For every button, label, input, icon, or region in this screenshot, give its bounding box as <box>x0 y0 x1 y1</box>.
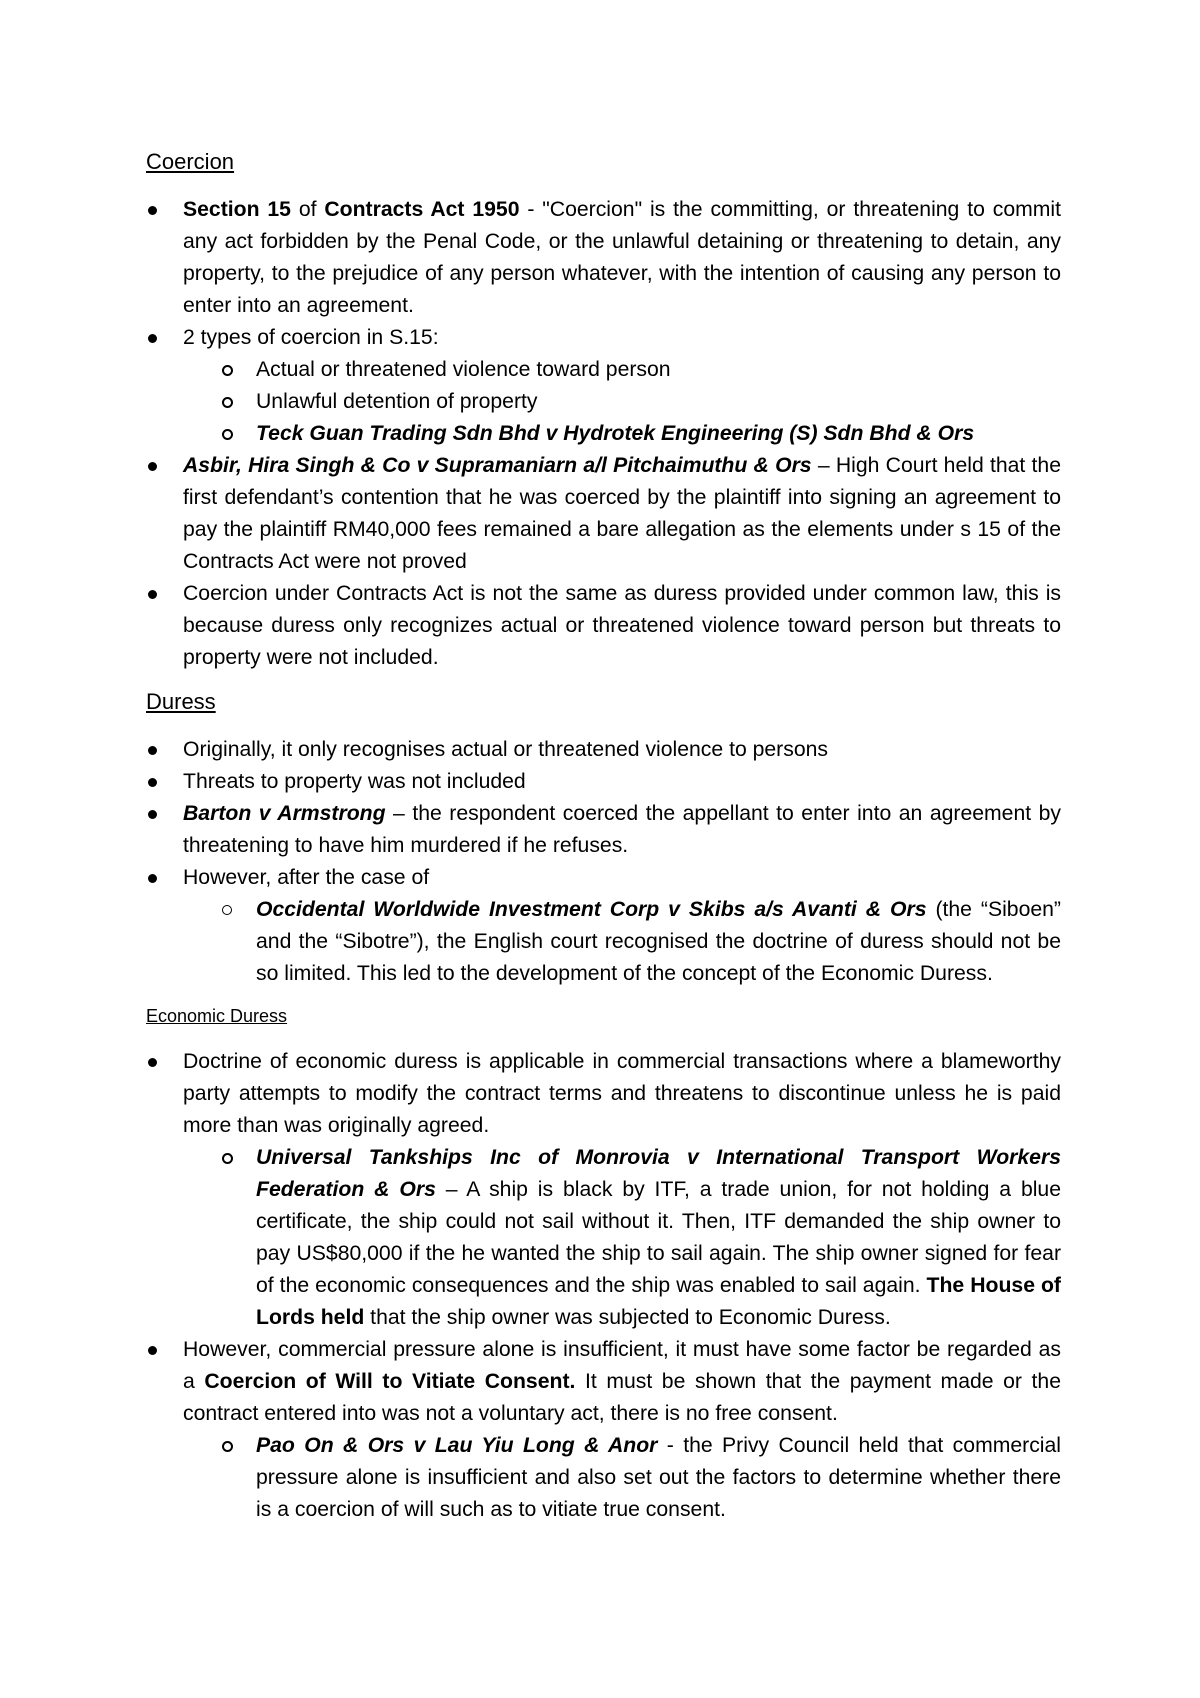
coercion-of-will: Coercion of Will to Vitiate Consent. <box>204 1370 576 1393</box>
section-15-text: - "Coercion" is the committing, or threatening to commit any act forbidden by the Penal Code, or the unlawful detaining or threatening to detain, any property, to the prejudice of any person whatever, with the intention of causing any person to enter into an agreement. <box>183 198 1062 317</box>
list-item: Originally, it only recognises actual or threatened violence to persons <box>146 734 1061 766</box>
sub-item-universal-tankships: Universal Tankships Inc of Monrovia v International Transport Workers Federation & Ors – A ship is black by ITF, a trade union, for not holding a blue certificate, the ship could not sail without it. Then, ITF demanded the ship owner to pay US$80,000 if the he wanted the ship to sail again. The ship owner signed for fear of the economic consequences and the ship was enabled to sail again. The House of Lords held that the ship owner was subjected to Economic Duress. <box>220 1142 1061 1334</box>
list-item-barton: Barton v Armstrong – the respondent coerced the appellant to enter into an agreement by threatening to have him murdered if he refuses. <box>146 798 1061 862</box>
act-ref: Contracts Act 1950 <box>324 198 520 221</box>
economic-duress-heading: Economic Duress <box>146 1006 288 1026</box>
coercion-list <box>146 194 1061 674</box>
duress-list <box>146 734 1061 990</box>
case-barton: Barton v Armstrong <box>183 802 386 825</box>
sub-item-occidental: Occidental Worldwide Investment Corp v Skibs a/s Avanti & Ors (the “Siboen” and the “Sibotre”), the English court recognised the doctrine of duress should not be so limited. This led to the development of the concept of the Economic Duress. <box>220 894 1061 990</box>
case-teck-guan: Teck Guan Trading Sdn Bhd v Hydrotek Engineering (S) Sdn Bhd & Ors <box>220 418 1061 450</box>
list-item-common-law: Coercion under Contracts Act is not the same as duress provided under common law, this is because duress only recognizes actual or threatened violence toward person but threats to property were not included. <box>146 578 1061 674</box>
list-item-however: However, after the case of Occidental Worldwide Investment Corp v Skibs a/s Avanti & Ors (the “Siboen” and the “Sibotre”), the English court recognised the doctrine of duress should not be so limited. This led to the development of the concept of the Economic Duress. <box>146 862 1061 990</box>
house-of-lords-held: The House of Lords held <box>256 1274 1061 1329</box>
list-item-commercial-pressure: However, commercial pressure alone is insufficient, it must have some factor be regarded as a Coercion of Will to Vitiate Consent. It must be shown that the payment made or the contract entered into was not a voluntary act, there is no free consent. Pao On & Ors v Lau Yiu Long & Anor - the Privy Council held that commercial pressure alone is insufficient and also set out the factors to determine whether there is a coercion of will such as to vitiate true consent. <box>146 1334 1061 1526</box>
coercion-heading: Coercion <box>146 149 235 174</box>
case-asbir: Asbir, Hira Singh & Co v Supramaniarn a/l Pitchaimuthu & Ors <box>183 454 812 477</box>
pressure-sublist <box>220 1430 1061 1526</box>
list-item-section-15: Section 15 of Contracts Act 1950 - "Coercion" is the committing, or threatening to commit any act forbidden by the Penal Code, or the unlawful detaining or threatening to detain, any property, to the prejudice of any person whatever, with the intention of causing any person to enter into an agreement. <box>146 194 1061 322</box>
sub-item: Unlawful detention of property <box>220 386 1061 418</box>
duress-heading: Duress <box>146 689 216 714</box>
case-universal-tankships: Universal Tankships Inc of Monrovia v International Transport Workers Federation & Ors <box>256 1146 1061 1201</box>
list-item-coercion-types: 2 types of coercion in S.15: Actual or threatened violence toward person Unlawful detention of property Teck Guan Trading Sdn Bhd v Hydrotek Engineering (S) Sdn Bhd & Ors <box>146 322 1061 450</box>
list-item: Threats to property was not included <box>146 766 1061 798</box>
list-item-asbir: Asbir, Hira Singh & Co v Supramaniarn a/l Pitchaimuthu & Ors – High Court held that the first defendant’s contention that he was coerced by the plaintiff into signing an agreement to pay the plaintiff RM40,000 fees remained a bare allegation as the elements under s 15 of the Contracts Act were not proved <box>146 450 1061 578</box>
however-sublist <box>220 894 1061 990</box>
list-item-doctrine: Doctrine of economic duress is applicable in commercial transactions where a blameworthy party attempts to modify the contract terms and threatens to discontinue unless he is paid more than was originally agreed. Universal Tankships Inc of Monrovia v International Transport Workers Federation & Ors – A ship is black by ITF, a trade union, for not holding a blue certificate, the ship could not sail without it. Then, ITF demanded the ship owner to pay US$80,000 if the he wanted the ship to sail again. The ship owner signed for fear of the economic consequences and the ship was enabled to sail again. The House of Lords held that the ship owner was subjected to Economic Duress. <box>146 1046 1061 1334</box>
doctrine-sublist <box>220 1142 1061 1334</box>
case-pao-on: Pao On & Ors v Lau Yiu Long & Anor <box>256 1434 658 1457</box>
economic-duress-list <box>146 1046 1061 1526</box>
sub-item: Actual or threatened violence toward person <box>220 354 1061 386</box>
document-body <box>146 146 1061 1526</box>
sub-item-pao-on: Pao On & Ors v Lau Yiu Long & Anor - the Privy Council held that commercial pressure alone is insufficient and also set out the factors to determine whether there is a coercion of will such as to vitiate true consent. <box>220 1430 1061 1526</box>
section-ref: Section 15 <box>183 198 291 221</box>
case-occidental: Occidental Worldwide Investment Corp v Skibs a/s Avanti & Ors <box>256 898 927 921</box>
coercion-types-sublist <box>220 354 1061 450</box>
